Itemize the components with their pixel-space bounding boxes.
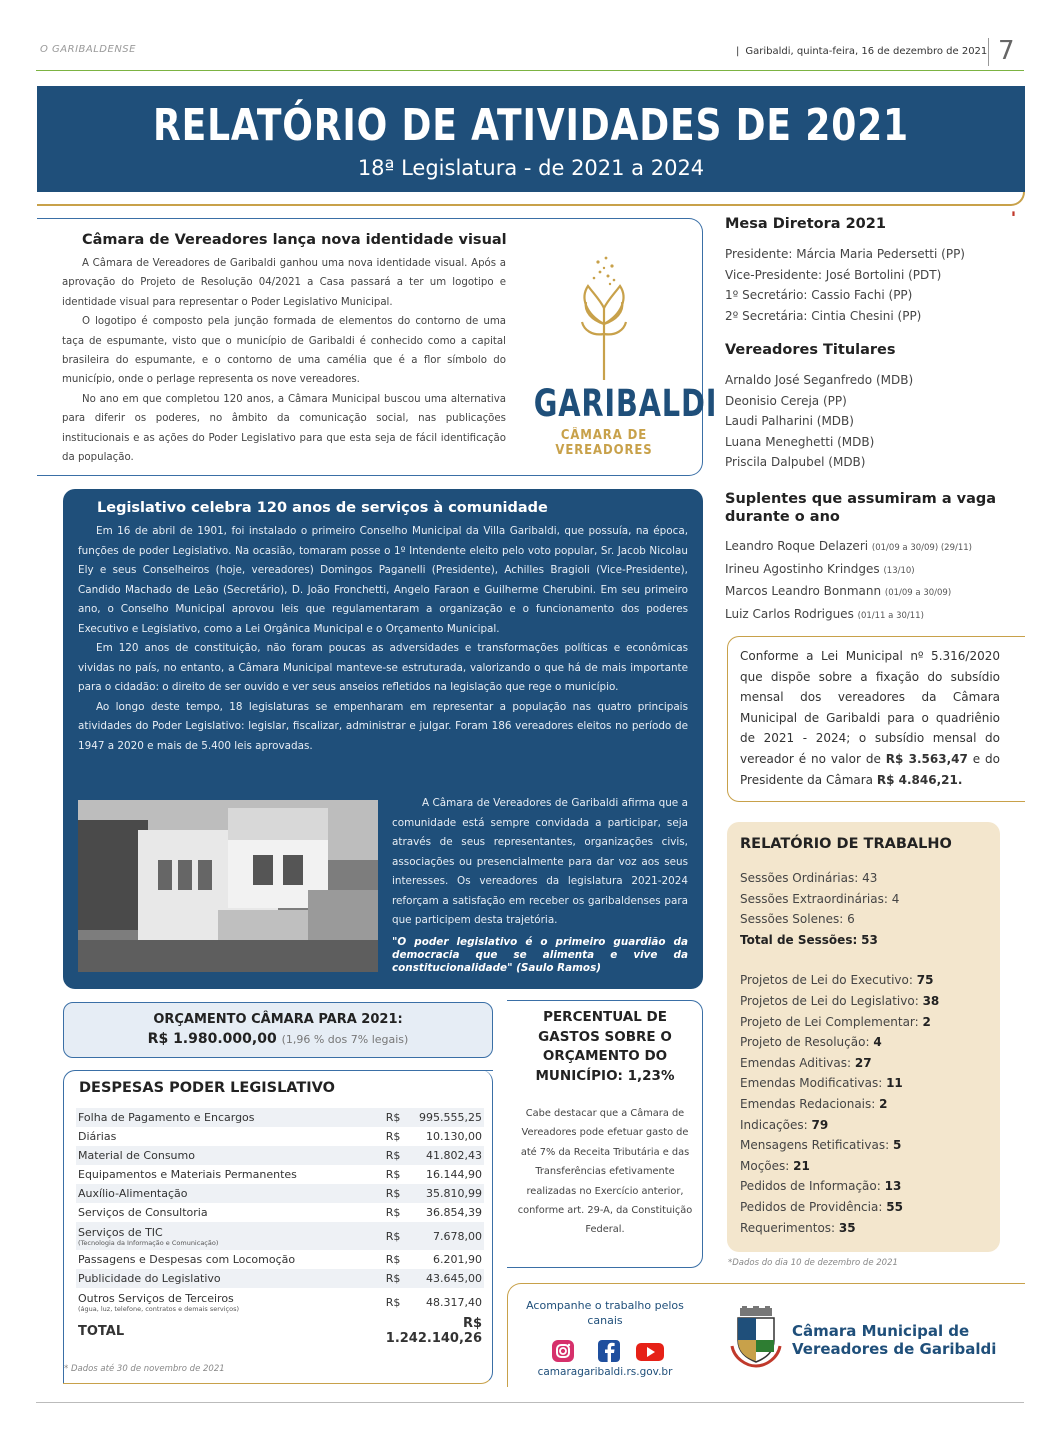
- banner-gold-line: [37, 192, 1025, 206]
- subsidio-text: Conforme a Lei Municipal nº 5.316/2020 que dispõe sobre a fixação do subsídio mensal dos vereadores da Câmara Municipal de Garibaldi para o quadriênio de 2021 - 2024; o subsídio mensal do vereador é no valor de R$ 3.563,47 e do Presidente da Câmara R$ 4.846,21.: [740, 649, 1001, 787]
- legislativo-paragraph: Ao longo deste tempo, 18 legislaturas se empenharam em representar a população nas quatro principais atividades do Poder Legislativo: legislar, fiscalizar, administrar e julgar. Foram 186 vereadores eleitos no período de 1947 a 2020 e mais de 5.400 leis aprovadas.: [78, 700, 688, 752]
- despesas-note: * Dados até 30 de novembro de 2021: [64, 1364, 225, 1374]
- list-item: Emendas Modificativas: 11: [740, 1076, 903, 1091]
- logo-subtitle: CÂMARA DE VEREADORES: [555, 428, 653, 458]
- list-item: Sessões Ordinárias: 43: [740, 871, 878, 885]
- percentual-text: Cabe destacar que a Câmara de Vereadores pode efetuar gasto de até 7% da Receita Tributária e das Transferências efetivamente realizadas no Exercício anterior, conforme art. 29-A, da Constituição Federal.: [517, 1108, 693, 1236]
- identity-paragraph: A Câmara de Vereadores de Garibaldi ganhou uma nova identidade visual. Após a aprovação do Projeto de Resolução 04/2021 a Casa passará a ter um logotipo e identidade visual para representar o Poder Legislativo Municipal.: [62, 258, 506, 308]
- suplentes-list: [725, 536, 972, 626]
- list-item: Pedidos de Providência: 55: [740, 1199, 903, 1214]
- suplentes-title: Suplentes que assumiram a vaga durante o ano: [725, 491, 997, 525]
- orcamento-title: ORÇAMENTO CÂMARA PARA 2021:: [153, 1012, 403, 1027]
- legislativo-body: [78, 522, 688, 756]
- table-row: Equipamentos e Materiais Permanentes R$ 16.144,90: [78, 1168, 482, 1181]
- identity-body: [62, 254, 506, 467]
- relatorio-title: RELATÓRIO DE TRABALHO: [740, 836, 952, 852]
- side-tag: ▮: [1010, 210, 1017, 217]
- table-row: Serviços de TIC (Tecnologia da Informação e Comunicação) R$ 7.678,00: [76, 1222, 484, 1250]
- list-item: Marcos Leandro Bonmann (01/09 a 30/09): [725, 584, 952, 599]
- identity-paragraph: No ano em que completou 120 anos, a Câmara Municipal buscou uma alternativa para diferir os poderes, no âmbito da comunicação social, nas publicações institucionais e as ações do Poder Legislativo para que esta seja de fácil identificação da população.: [62, 393, 506, 464]
- list-item: Projeto de Lei Complementar: 2: [740, 1014, 931, 1029]
- list-item: Presidente: Márcia Maria Pedersetti (PP): [725, 247, 965, 261]
- list-item: Total de Sessões: 53: [740, 932, 878, 947]
- logo-wordmark: GARIBALDI: [533, 382, 718, 425]
- titulares-title: Vereadores Titulares: [725, 342, 896, 358]
- list-item: Sessões Extraordinárias: 4: [740, 891, 900, 906]
- table-row: Diárias R$ 10.130,00: [78, 1130, 482, 1143]
- youtube-icon[interactable]: [636, 1343, 664, 1361]
- dateline: | Garibaldi, quinta-feira, 16 de dezembro de 2021: [736, 46, 988, 57]
- percentual-title: PERCENTUAL DE GASTOS SOBRE O ORÇAMENTO DO MUNICÍPIO: 1,23%: [535, 1009, 675, 1084]
- table-row: Publicidade do Legislativo R$ 43.645,00: [76, 1269, 484, 1288]
- list-item: Arnaldo José Seganfredo (MDB): [725, 373, 914, 387]
- instagram-icon[interactable]: [552, 1340, 574, 1362]
- list-item: Leandro Roque Delazeri (01/09 a 30/09) (29/11): [725, 539, 972, 553]
- list-item: Luiz Carlos Rodrigues (01/11 a 30/11): [725, 606, 924, 621]
- table-row: Outros Serviços de Terceiros (água, luz, telefone, contratos e demais serviços) R$ 48.317,40: [78, 1291, 482, 1313]
- table-row: Auxílio-Alimentação R$ 35.810,99: [76, 1184, 484, 1203]
- legislativo-paragraph: Em 16 de abril de 1901, foi instalado o primeiro Conselho Municipal da Villa Garibaldi, que possuía, na época, funções de poder Legislativo. Na ocasião, tomaram posse o 1º Intendente eleito pelo voto popular, Sr. Jacob Nicolau Ely e seus Conselheiros (hoje, vereadores) Domingos Paganelli (Presidente), Achilles Bragioli (Vice-Presidente), Candido Machado de Leão (Secretário), D. João Fronchetti, Angelo Faraon e Guilherme Cherubini. Em seu primeiro ano, o Conselho Municipal aprovou leis que regulamentaram a organização e o funcionamento dos poderes Executivo e Legislativo, como a Lei Orgânica Municipal e o Orçamento Municipal.: [78, 525, 688, 635]
- despesas-title: DESPESAS PODER LEGISLATIVO: [79, 1080, 335, 1096]
- website-link[interactable]: camaragaribaldi.rs.gov.br: [537, 1366, 673, 1378]
- list-item: Luana Meneghetti (MDB): [725, 434, 875, 449]
- list-item: Requerimentos: 35: [740, 1220, 856, 1235]
- list-item: Indicações: 79: [740, 1117, 829, 1132]
- list-item: Laudi Palharini (MDB): [725, 414, 854, 429]
- list-item: 2º Secretária: Cintia Chesini (PP): [725, 308, 922, 323]
- legislativo-paragraph: Em 120 anos de constituição, não foram poucas as adversidades e transformações políticas e econômicas vividas no país, no entanto, a Câmara Municipal manteve-se estruturada, valorizando o que há de mais importante para o cidadão: o direito de ser ouvido e ver seus anseios refletidos na legislação que rege o município.: [78, 642, 688, 693]
- list-item: Vice-Presidente: José Bortolini (PDT): [725, 267, 942, 282]
- facebook-icon[interactable]: [598, 1340, 620, 1362]
- list-item: Projeto de Resolução: 4: [740, 1035, 882, 1050]
- list-item: Irineu Agostinho Krindges (13/10): [725, 561, 915, 576]
- orcamento-frame: [63, 1002, 493, 1058]
- orcamento-value: R$ 1.980.000,00 (1,96 % dos 7% legais): [147, 1031, 409, 1047]
- page-subtitle: 18ª Legislatura - de 2021 a 2024: [357, 156, 705, 180]
- table-row: Serviços de Consultoria R$ 36.854,39: [78, 1206, 482, 1219]
- legislativo-title: Legislativo celebra 120 anos de serviços à comunidade: [97, 500, 548, 516]
- legislativo-side-text: A Câmara de Vereadores de Garibaldi afirma que a comunidade está sempre convidada a participar, seja através de seus representantes, organizações civis, associações ou presencialmente para dar voz aos seus interesses. Os vereadores da legislatura 2021-2024 reforçam a satisfação em receber os garibaldenses para que participem desta trajetória.: [392, 797, 688, 926]
- relatorio-note: *Dados do dia 10 de dezembro de 2021: [728, 1258, 898, 1268]
- organization-name: Câmara Municipal de Vereadores de Garibaldi: [792, 1322, 997, 1358]
- table-row: Material de Consumo R$ 41.802,43: [76, 1146, 484, 1165]
- list-item: Pedidos de Informação: 13: [740, 1179, 902, 1194]
- list-item: Emendas Redacionais: 2: [740, 1096, 888, 1111]
- list-item: Priscila Dalpubel (MDB): [725, 455, 866, 470]
- identity-paragraph: O logotipo é composto pela junção formada de elementos do contorno de uma taça de espumante, visto que o município de Garibaldi é conhecido como a capital brasileira do espumante, e o contorno de uma camélia que é a flor símbolo do município, onde o perlage representa os nove vereadores.: [62, 316, 506, 386]
- titulares-list: [725, 370, 913, 473]
- list-item: 1º Secretário: Cassio Fachi (PP): [725, 288, 913, 303]
- list-item: Deonisio Cereja (PP): [725, 393, 847, 408]
- publication-name: O GARIBALDENSE: [40, 44, 136, 55]
- page-number: 7: [998, 36, 1015, 66]
- social-icons: [550, 1338, 670, 1364]
- identity-title: Câmara de Vereadores lança nova identidade visual: [82, 232, 507, 248]
- total-row: TOTAL R$ 1.242.140,26: [78, 1316, 483, 1346]
- mesa-list: [725, 244, 965, 326]
- page-title: RELATÓRIO DE ATIVIDADES DE 2021: [153, 100, 909, 151]
- relatorio-list: [740, 868, 939, 1238]
- list-item: Mensagens Retificativas: 5: [740, 1138, 902, 1153]
- page-divider: [988, 38, 989, 66]
- list-item: Sessões Solenes: 6: [740, 912, 855, 927]
- legislativo-quote: "O poder legislativo é o primeiro guardião da democracia que se alimenta e vive da constitucionalidade" (Saulo Ramos): [392, 936, 688, 974]
- despesas-table: [76, 1108, 484, 1346]
- camara-building-photo: [78, 800, 378, 972]
- channels-text: Acompanhe o trabalho pelos canais: [526, 1299, 684, 1327]
- mesa-title: Mesa Diretora 2021: [725, 216, 886, 232]
- table-row: Folha de Pagamento e Encargos R$ 995.555,25: [76, 1108, 484, 1127]
- list-item: Projetos de Lei do Legislativo: 38: [740, 993, 940, 1008]
- list-item: Emendas Aditivas: 27: [740, 1055, 872, 1070]
- coat-of-arms-icon: [728, 1306, 784, 1368]
- bottom-rule: [36, 1402, 1024, 1403]
- list-item: Projetos de Lei do Executivo: 75: [740, 973, 934, 988]
- list-item: Moções: 21: [740, 1158, 810, 1173]
- top-rule: [36, 70, 1024, 71]
- table-row: Passagens e Despesas com Locomoção R$ 6.201,90: [78, 1253, 482, 1266]
